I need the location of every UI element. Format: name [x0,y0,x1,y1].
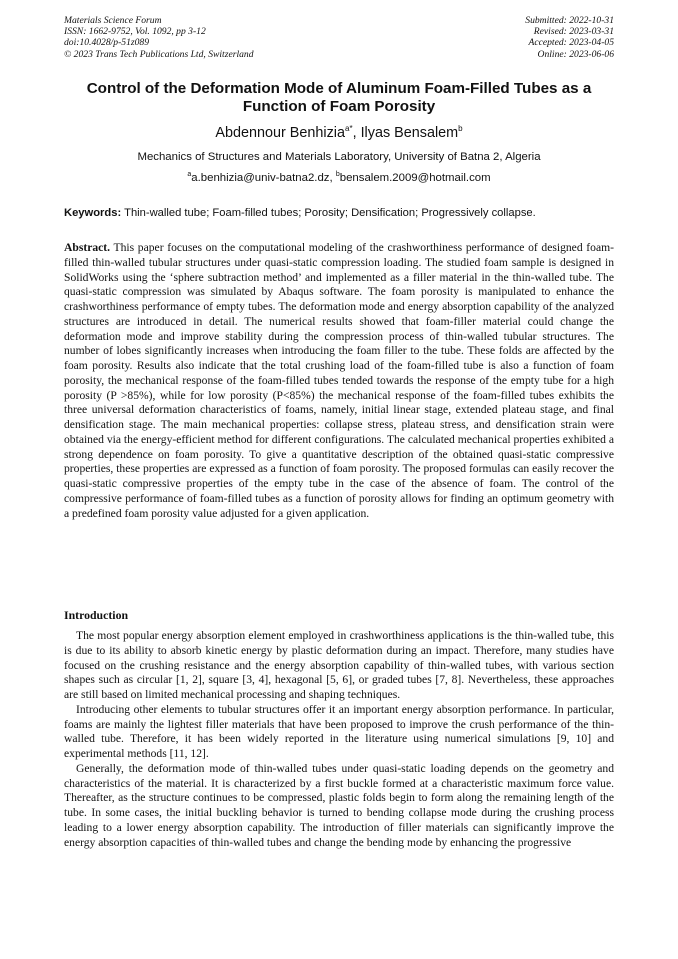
author-separator: , [352,125,361,141]
email-mark: b [335,171,340,179]
author-list [64,124,614,142]
abstract [64,241,614,521]
dates-header [525,15,614,60]
section-heading-introduction: Introduction [64,608,129,622]
paragraph: Generally, the deformation mode of thin-walled tubes under quasi-static loading depends on the geometry and characteristics of the material. It is characterized by a first buckle formed at a characteristic maximum force value. Thereafter, as the structure continues to be compressed, plastic folds begin to form along the remaining length of the tube. In some cases, the initial buckling behavior is turned to bending collapse mode during the crushing process leading to a lower energy absorption capability. The introduction of filler materials can significantly improve the energy absorption capacities of thin-walled tubes and change the bending mode by enhancing the progressive [64,761,614,849]
author-name: Abdennour Benhizia [215,125,345,141]
introduction-body [64,629,614,850]
email-link[interactable]: bensalem.2009@hotmail.com [339,172,491,184]
copyright: © 2023 Trans Tech Publications Ltd, Switzerland [64,48,254,60]
author-affiliation-mark: a* [345,124,353,134]
journal-header [64,15,254,60]
submitted-date: Submitted: 2022-10-31 [525,15,614,26]
email-separator: , [329,172,336,184]
author-emails [64,171,614,185]
email-link[interactable]: a.benhizia@univ-batna2.dz [191,172,330,184]
affiliation: Mechanics of Structures and Materials Laboratory, University of Batna 2, Algeria [137,151,541,163]
keywords [64,206,614,220]
abstract-label: Abstract. [64,241,111,254]
paragraph: Introducing other elements to tubular structures offer it an important energy absorption performance. In particular, foams are mainly the lightest filler materials that have been proposed to improve the crush performance of the thin-walled tube. Therefore, it has been widely reported in the literature using numerical simulations [9, 10] and experimental methods [11, 12]. [64,702,614,760]
doi[interactable]: doi:10.4028/p-51z089 [64,37,150,49]
paper-title: Control of the Deformation Mode of Aluminum Foam-Filled Tubes as a Function of Foam Porosity [86,80,592,115]
keywords-label: Keywords: [64,207,122,219]
abstract-text: This paper focuses on the computational modeling of the crashworthiness performance of designed foam-filled thin-walled tubular structures under quasi-static compression loading. The studied foam sample is designed in SolidWorks using the ‘sphere subtraction method’ and implemented as a filler material in the thin-walled tube. The quasi-static compression was simulated by Abaqus software. The foam porosity is manipulated to enhance the crashworthiness performance of empty tubes. The deformation mode and energy absorption capability of the analyzed structures are introduced in detail. The numerical results showed that foam-filler material could change the deformation mode and improve stability during the compression process of thin-walled tubular structures. The number of lobes significantly increases when introducing the foam filler to the tube. These folds are affected by the foam porosity. Results also indicate that the total crushing load of the foam-filled tube is also a function of foam porosity, the mechanical response of the foam-filled tubes tended towards the response of the empty tube for a high porosity (P >85%), while for low porosity (P<85%) the mechanical response of the foam-filled tubes exhibits the three universal deformation characteristics of foams, namely, initial linear stage, extended plateau stage, and final densification stage. The main mechanical properties: collapse stress, plateau stress, and densification strain were obtained via the energy-efficient method for different configurations. The calculated mechanical properties exhibited a strong dependence on foam porosity. To give a quantitative description of the obtained quasi-static compressive properties, these properties are expressed as a function of foam porosity. The proposed formulas can easily recover the quasi-static compressive properties of the empty tube in the case of the absence of foam. The control of the compressive performance of foam-filled tubes as a function of porosity allows for finding an optimum geometry with a predefined foam porosity value adjusted for a given application. [64,241,614,520]
revised-date: Revised: 2023-03-31 [533,26,614,38]
paragraph: The most popular energy absorption element employed in crashworthiness applications is the thin-walled tube, this is due to its ability to absorb kinetic energy by plastic deformation during an impact. Therefore, many studies have focused on the crushing resistance and the energy absorption capability of thin-walled tubes, with various section shapes such as circular [1, 2], square [3, 4], hexagonal [5, 6], or graded tubes [7, 8]. Nevertheless, these approaches are still based on limited mechanical processing and shaping techniques. [64,629,614,701]
issn-volume-pages: ISSN: 1662-9752, Vol. 1092, pp 3-12 [64,26,206,38]
journal-name: Materials Science Forum [64,15,162,26]
author-name: Ilyas Bensalem [360,125,459,141]
email-mark: a [187,171,192,179]
online-date: Online: 2023-06-06 [537,48,614,60]
accepted-date: Accepted: 2023-04-05 [528,37,614,49]
keywords-text: Thin-walled tube; Foam-filled tubes; Porosity; Densification; Progressively collapse. [121,207,536,219]
author-affiliation-mark: b [458,124,463,134]
